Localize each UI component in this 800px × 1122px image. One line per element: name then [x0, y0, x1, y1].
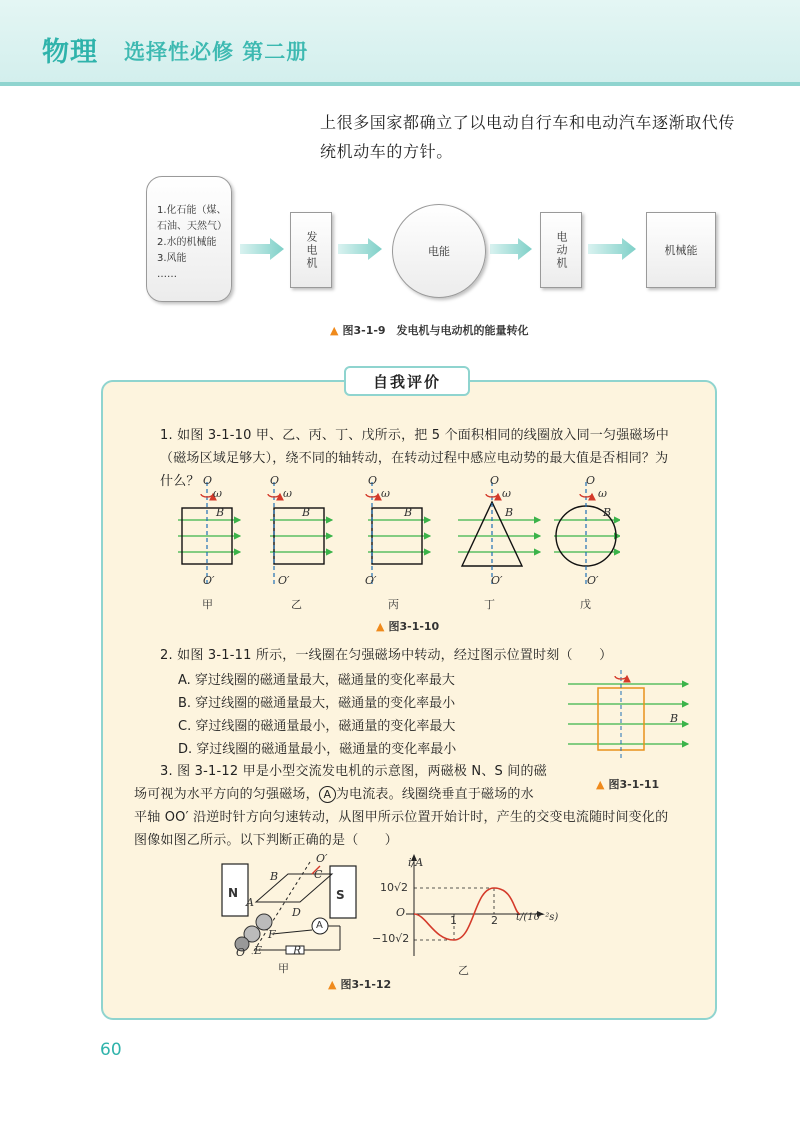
question-3-line4: 图像如图乙所示。以下判断正确的是（ ） [134, 833, 399, 848]
graph-ymin: −10√2 [372, 932, 410, 945]
electric-energy-circle: 电能 [392, 204, 486, 298]
gen-c-label: C [314, 868, 323, 881]
subject-title: 物理 [42, 37, 98, 68]
gen-r-label: R [293, 944, 302, 957]
graph-t2: 2 [491, 914, 498, 927]
coil-label-bing: 丙 [388, 598, 399, 611]
caption-text: 图3-1-11 [608, 778, 660, 791]
gen-d-label: D [292, 906, 301, 919]
omega-label: ω [283, 487, 292, 500]
header-band [0, 0, 800, 86]
q2-option-d: D. 穿过线圈的磁通量最小，磁通量的变化率最小 [178, 742, 457, 757]
source-line: …… [157, 269, 177, 280]
coil-wu [554, 482, 620, 584]
axis-bottom-label: O′ [203, 574, 215, 587]
generator-diagram [212, 854, 362, 964]
figure-caption-3111 [596, 776, 659, 792]
figure-caption-3112 [328, 976, 391, 992]
coil-label-ding: 丁 [484, 598, 495, 611]
meter-label: A [316, 920, 323, 931]
axis-top-label: O [270, 474, 280, 487]
triangle-icon: ▲ [596, 778, 605, 791]
omega-label: ω [502, 487, 511, 500]
gen-a-label: A [246, 896, 254, 909]
axis-bottom-label: O′ [278, 574, 290, 587]
axis-top-label: O [490, 474, 500, 487]
figure-caption-319 [330, 322, 529, 338]
omega-label: ω [213, 487, 222, 500]
field-label: B [505, 506, 514, 519]
book-title: 选择性必修 第二册 [124, 40, 309, 64]
question-1: 1. 如图 3-1-10 甲、乙、丙、丁、戊所示，把 5 个面积相同的线圈放入同一匀强磁场中（磁场区域足够大），绕不同的轴转动，在转动过程中感应电动势的最大值是否相同？为什么？ [160, 428, 670, 489]
axis-bottom-label: O′ [587, 574, 599, 587]
coil-label-yi: 乙 [291, 598, 302, 611]
triangle-icon: ▲ [376, 620, 385, 633]
omega-label: ω [381, 487, 390, 500]
field-label: B [404, 506, 413, 519]
source-line: 1.化石能（煤、 [157, 205, 227, 216]
source-line: 石油、天然气） [157, 221, 227, 232]
generator-box: 发电机 [290, 212, 332, 288]
field-label: B [603, 506, 612, 519]
arrow-4 [588, 238, 636, 260]
pole-n-label: N [228, 886, 239, 900]
figure-caption-3110 [376, 618, 439, 634]
gen-e-label: E [254, 944, 263, 957]
source-line: 2.水的机械能 [157, 237, 217, 248]
axis-top-label: O [586, 474, 596, 487]
ammeter-symbol: A [319, 786, 336, 803]
q2-option-b: B. 穿过线圈的磁通量最大，磁通量的变化率最小 [178, 696, 456, 711]
axis-bottom-label: O′ [365, 574, 377, 587]
gen-o-label: O [236, 946, 246, 959]
omega-label: ω [598, 487, 607, 500]
gen-figure-label: 甲 [278, 962, 289, 975]
graph-origin: O [396, 906, 406, 919]
pole-s-label: S [336, 888, 345, 902]
caption-text: 图3-1-12 [340, 978, 392, 991]
q2-field-label: B [670, 712, 679, 725]
caption-text: 图3-1-9 发电机与电动机的能量转化 [342, 324, 529, 337]
graph-figure-label: 乙 [458, 964, 469, 977]
graph-xlabel: t/(10⁻²s) [516, 912, 559, 923]
triangle-icon: ▲ [328, 978, 337, 991]
q3-text: 场可视为水平方向的匀强磁场， [134, 787, 319, 802]
mechanical-energy-box: 机械能 [646, 212, 716, 288]
question-3-line2 [134, 783, 534, 806]
question-3-line1: 3. 图 3-1-12 甲是小型交流发电机的示意图，两磁极 N、S 间的磁 [160, 764, 547, 779]
gen-oprime-label: O′ [316, 852, 328, 865]
graph-t1: 1 [450, 914, 457, 927]
arrow-3 [490, 238, 532, 260]
gen-b-label: B [270, 870, 279, 883]
graph-ymax: 10√2 [380, 881, 409, 894]
coil-figures [170, 472, 620, 597]
caption-text: 图3-1-10 [388, 620, 440, 633]
axis-top-label: O [203, 474, 213, 487]
field-label: B [302, 506, 311, 519]
question-3-line3: 平轴 OO′ 沿逆时针方向匀速转动，从图甲所示位置开始计时，产生的交变电流随时间变化的 [134, 810, 669, 825]
energy-source-box [146, 176, 232, 302]
triangle-icon: ▲ [330, 324, 339, 337]
coil-jia [178, 482, 240, 584]
arrow-2 [338, 238, 382, 260]
coil-yi [268, 482, 332, 584]
self-evaluation-title: 自我评价 [344, 366, 470, 396]
graph-ylabel: i/A [408, 856, 424, 869]
page-number: 60 [100, 1040, 122, 1060]
coil-label-jia: 甲 [202, 598, 213, 611]
q2-option-a: A. 穿过线圈的磁通量最大，磁通量的变化率最大 [178, 673, 455, 688]
coil-label-wu: 戊 [580, 598, 591, 611]
axis-top-label: O [368, 474, 378, 487]
q3-text: 为电流表。线圈绕垂直于磁场的水 [335, 787, 534, 802]
gen-f-label: F [268, 928, 276, 941]
arrow-1 [240, 238, 284, 260]
field-label: B [216, 506, 225, 519]
motor-box: 电动机 [540, 212, 582, 288]
axis-bottom-label: O′ [491, 574, 503, 587]
coil-ding [458, 482, 540, 584]
intro-paragraph: 上很多国家都确立了以电动自行车和电动汽车逐渐取代传统机动车的方针。 [320, 113, 736, 161]
question-2: 2. 如图 3-1-11 所示，一线圈在匀强磁场中转动，经过图示位置时刻（ ） [160, 648, 613, 663]
source-line: 3.风能 [157, 253, 187, 264]
energy-flow-diagram [0, 170, 800, 320]
coil-bing [366, 482, 430, 584]
q2-option-c: C. 穿过线圈的磁通量最小，磁通量的变化率最大 [178, 719, 456, 734]
